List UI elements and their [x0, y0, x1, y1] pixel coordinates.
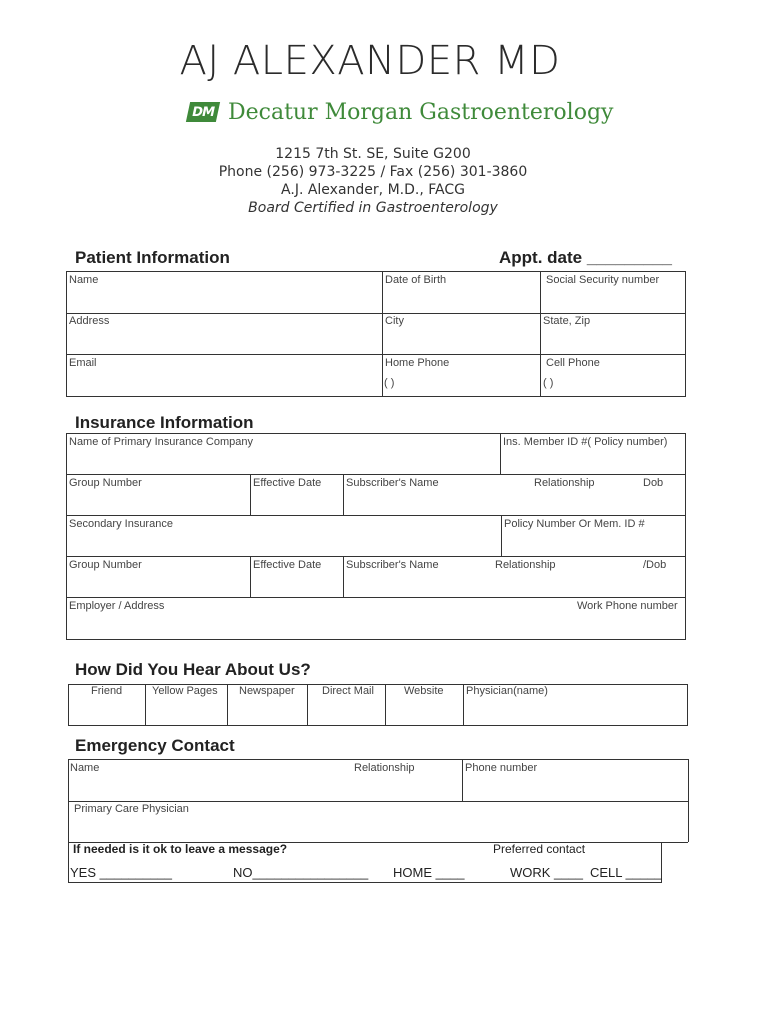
member-id-field[interactable]: Ins. Member ID #( Policy number)	[503, 436, 668, 448]
employer-address-field[interactable]: Employer / Address	[69, 600, 165, 612]
patient-line-3	[66, 354, 686, 355]
practice-phone-fax: Phone (256) 973-3225 / Fax (256) 301-3860	[218, 164, 528, 180]
city-field[interactable]: City	[385, 315, 404, 327]
primary-care-physician-field[interactable]: Primary Care Physician	[74, 803, 189, 815]
group-number2-field[interactable]: Group Number	[69, 559, 142, 571]
appt-date-field[interactable]: Appt. date _________	[499, 248, 672, 267]
emergency-contact-title: Emergency Contact	[75, 736, 235, 755]
contact-home-option[interactable]: HOME ____	[393, 865, 465, 880]
subscriber-name-field[interactable]: Subscriber's Name	[346, 477, 439, 489]
dob-field[interactable]: Date of Birth	[385, 274, 447, 286]
subscriber-dob-field[interactable]: Dob	[643, 477, 664, 489]
board-certification: Board Certified in Gastroenterology	[248, 200, 498, 216]
insurance-info-title: Insurance Information	[75, 413, 254, 432]
practice-header	[188, 97, 613, 127]
doctor-name: AJ ALEXANDER MD	[179, 38, 561, 84]
em-line-bottom	[68, 882, 662, 883]
patient-info-title: Patient Information	[75, 248, 230, 267]
hear-about-us-title: How Did You Hear About Us?	[75, 660, 311, 679]
ins-line-subscriber	[343, 474, 344, 515]
subscriber-name2-field[interactable]: Subscriber's Name	[346, 559, 439, 571]
patient-line-left	[66, 271, 67, 396]
hear-line-4	[385, 684, 386, 725]
patient-line-mid1	[382, 271, 383, 396]
primary-insurance-field[interactable]: Name of Primary Insurance Company	[69, 436, 254, 448]
hear-line-5	[463, 684, 464, 725]
ins-line-5	[66, 597, 686, 598]
emergency-phone-field[interactable]: Phone number	[465, 762, 538, 774]
hear-line-3	[307, 684, 308, 725]
em-line-2	[68, 801, 688, 802]
hear-line-bottom	[68, 725, 688, 726]
effective-date-field[interactable]: Effective Date	[253, 477, 322, 489]
em-line-top	[68, 759, 688, 760]
ins-line-4	[66, 556, 686, 557]
ins-line-eff-date	[250, 474, 251, 515]
contact-cell-option[interactable]: CELL _____	[590, 865, 662, 880]
hear-option-newspaper[interactable]: Newspaper	[239, 685, 295, 697]
secondary-insurance-field[interactable]: Secondary Insurance	[69, 518, 173, 530]
em-line-left	[68, 759, 69, 882]
physician-name: A.J. Alexander, M.D., FACG	[281, 182, 465, 198]
message-yes-option[interactable]: YES __________	[70, 865, 172, 880]
ins-line-2	[66, 474, 686, 475]
patient-line-2	[66, 313, 686, 314]
cell-phone-area-code: ( )	[543, 377, 554, 389]
home-phone-field[interactable]: Home Phone	[385, 357, 450, 369]
ins-line-right	[685, 433, 686, 639]
em-line-right	[688, 759, 689, 842]
state-zip-field[interactable]: State, Zip	[543, 315, 591, 327]
hear-option-direct-mail[interactable]: Direct Mail	[322, 685, 374, 697]
message-no-option[interactable]: NO________________	[233, 865, 369, 880]
ins-line-policy	[501, 515, 502, 556]
patient-line-mid2	[540, 271, 541, 396]
practice-logo-icon	[186, 102, 220, 122]
effective-date2-field[interactable]: Effective Date	[253, 559, 322, 571]
relationship2-field[interactable]: Relationship	[495, 559, 556, 571]
patient-line-top	[66, 271, 686, 272]
ins-line-eff-date2	[250, 556, 251, 597]
group-number-field[interactable]: Group Number	[69, 477, 142, 489]
hear-line-right	[687, 684, 688, 725]
home-phone-area-code: ( )	[384, 377, 395, 389]
practice-name: Decatur Morgan Gastroenterology	[228, 99, 614, 125]
hear-line-1	[145, 684, 146, 725]
ins-line-member-id	[500, 433, 501, 474]
subscriber-dob2-field[interactable]: /Dob	[643, 559, 667, 571]
policy-number-field[interactable]: Policy Number Or Mem. ID #	[504, 518, 645, 530]
patient-line-right	[685, 271, 686, 396]
relationship-field[interactable]: Relationship	[534, 477, 595, 489]
name-field[interactable]: Name	[69, 274, 99, 286]
hear-line-2	[227, 684, 228, 725]
email-field[interactable]: Email	[69, 357, 97, 369]
emergency-name-field[interactable]: Name	[70, 762, 100, 774]
ins-line-bottom	[66, 639, 686, 640]
work-phone-field[interactable]: Work Phone number	[577, 600, 678, 612]
preferred-contact-label: Preferred contact	[493, 842, 586, 856]
cell-phone-field[interactable]: Cell Phone	[546, 357, 600, 369]
contact-work-option[interactable]: WORK ____	[510, 865, 583, 880]
ins-line-left	[66, 433, 67, 639]
emergency-relationship-field[interactable]: Relationship	[354, 762, 415, 774]
hear-option-physician[interactable]: Physician(name)	[466, 685, 548, 697]
ins-line-3	[66, 515, 686, 516]
patient-line-bottom	[66, 396, 686, 397]
logo-text: DM	[190, 104, 216, 120]
em-line-phone	[462, 759, 463, 801]
practice-address: 1215 7th St. SE, Suite G200	[275, 146, 471, 162]
hear-line-left	[68, 684, 69, 725]
ins-line-top	[66, 433, 686, 434]
ins-line-subscriber2	[343, 556, 344, 597]
address-field[interactable]: Address	[69, 315, 110, 327]
hear-option-friend[interactable]: Friend	[91, 685, 123, 697]
leave-message-question: If needed is it ok to leave a message?	[73, 842, 288, 856]
ssn-field[interactable]: Social Security number	[546, 274, 660, 286]
hear-option-yellow-pages[interactable]: Yellow Pages	[152, 685, 218, 697]
hear-option-website[interactable]: Website	[404, 685, 444, 697]
